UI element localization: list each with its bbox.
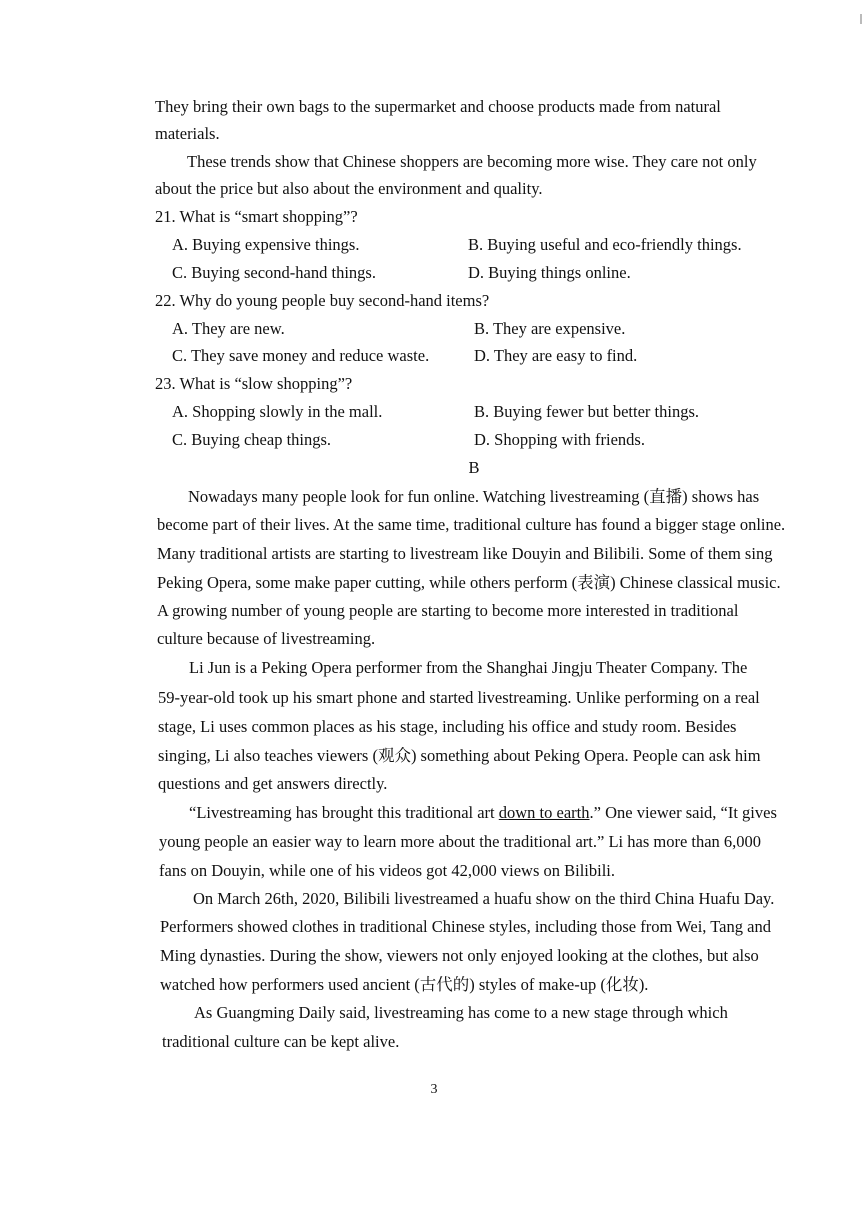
option-b: B. They are expensive.	[474, 319, 626, 338]
option-d: D. They are easy to find.	[474, 346, 638, 365]
option-b: B. Buying fewer but better things.	[474, 402, 700, 421]
paragraph-line: culture because of livestreaming.	[157, 629, 376, 648]
passage-a-line: These trends show that Chinese shoppers are becoming more wise. They care not only	[187, 152, 757, 171]
option-d: D. Shopping with friends.	[474, 430, 645, 449]
paragraph-line	[189, 802, 777, 824]
paragraph-line: watched how performers used ancient (古代的) styles of make-up (化妆).	[160, 975, 649, 994]
paragraph-line: Peking Opera, some make paper cutting, while others perform (表演) Chinese classical music.	[157, 573, 781, 592]
quote-text: “Livestreaming has brought this traditional art	[189, 803, 499, 822]
paragraph-line: questions and get answers directly.	[158, 774, 388, 793]
paragraph-line: Performers showed clothes in traditional Chinese styles, including those from Wei, Tang and	[160, 917, 771, 936]
paragraph-line: 59-year-old took up his smart phone and started livestreaming. Unlike performing on a real	[158, 688, 760, 707]
underlined-phrase: down to earth	[498, 803, 590, 822]
quote-text: .” One viewer said, “It gives	[589, 803, 777, 822]
section-heading: B	[468, 458, 480, 477]
paragraph-line: Many traditional artists are starting to livestream like Douyin and Bilibili. Some of them sing	[157, 544, 773, 563]
option-a: A. They are new.	[172, 319, 285, 338]
paragraph-line: stage, Li uses common places as his stage, including his office and study room. Besides	[158, 717, 737, 736]
paragraph-line: Nowadays many people look for fun online. Watching livestreaming (直播) shows has	[188, 487, 760, 506]
paragraph-line: Li Jun is a Peking Opera performer from the Shanghai Jingju Theater Company. The	[189, 658, 748, 677]
option-d: D. Buying things online.	[468, 263, 631, 282]
scan-mark	[860, 14, 862, 24]
paragraph-line: Ming dynasties. During the show, viewers not only enjoyed looking at the clothes, but also	[160, 946, 759, 965]
option-a: A. Buying expensive things.	[172, 235, 360, 254]
question-stem: 22. Why do young people buy second-hand items?	[155, 291, 490, 310]
question-stem: 21. What is “smart shopping”?	[155, 207, 358, 226]
option-b: B. Buying useful and eco-friendly things.	[468, 235, 742, 254]
paragraph-line: become part of their lives. At the same time, traditional culture has found a bigger stage online.	[157, 515, 786, 534]
passage-a-line: about the price but also about the environment and quality.	[155, 179, 543, 198]
option-c: C. Buying second-hand things.	[172, 263, 376, 282]
paragraph-line: A growing number of young people are starting to become more interested in traditional	[157, 601, 739, 620]
paragraph-line: On March 26th, 2020, Bilibili livestreamed a huafu show on the third China Huafu Day.	[193, 889, 775, 908]
paragraph-line: fans on Douyin, while one of his videos got 42,000 views on Bilibili.	[159, 861, 616, 880]
option-c: C. They save money and reduce waste.	[172, 346, 430, 365]
passage-a-line: materials.	[155, 124, 220, 143]
option-a: A. Shopping slowly in the mall.	[172, 402, 383, 421]
paragraph-line: singing, Li also teaches viewers (观众) something about Peking Opera. People can ask him	[158, 746, 761, 765]
question-stem: 23. What is “slow shopping”?	[155, 374, 353, 393]
option-c: C. Buying cheap things.	[172, 430, 332, 449]
passage-a-line: They bring their own bags to the supermarket and choose products made from natural	[155, 97, 721, 116]
paragraph-line: young people an easier way to learn more about the traditional art.” Li has more than 6,000	[159, 832, 762, 851]
page-number: 3	[430, 1082, 438, 1097]
paragraph-line: traditional culture can be kept alive.	[162, 1032, 400, 1051]
paragraph-line: As Guangming Daily said, livestreaming has come to a new stage through which	[194, 1003, 728, 1022]
